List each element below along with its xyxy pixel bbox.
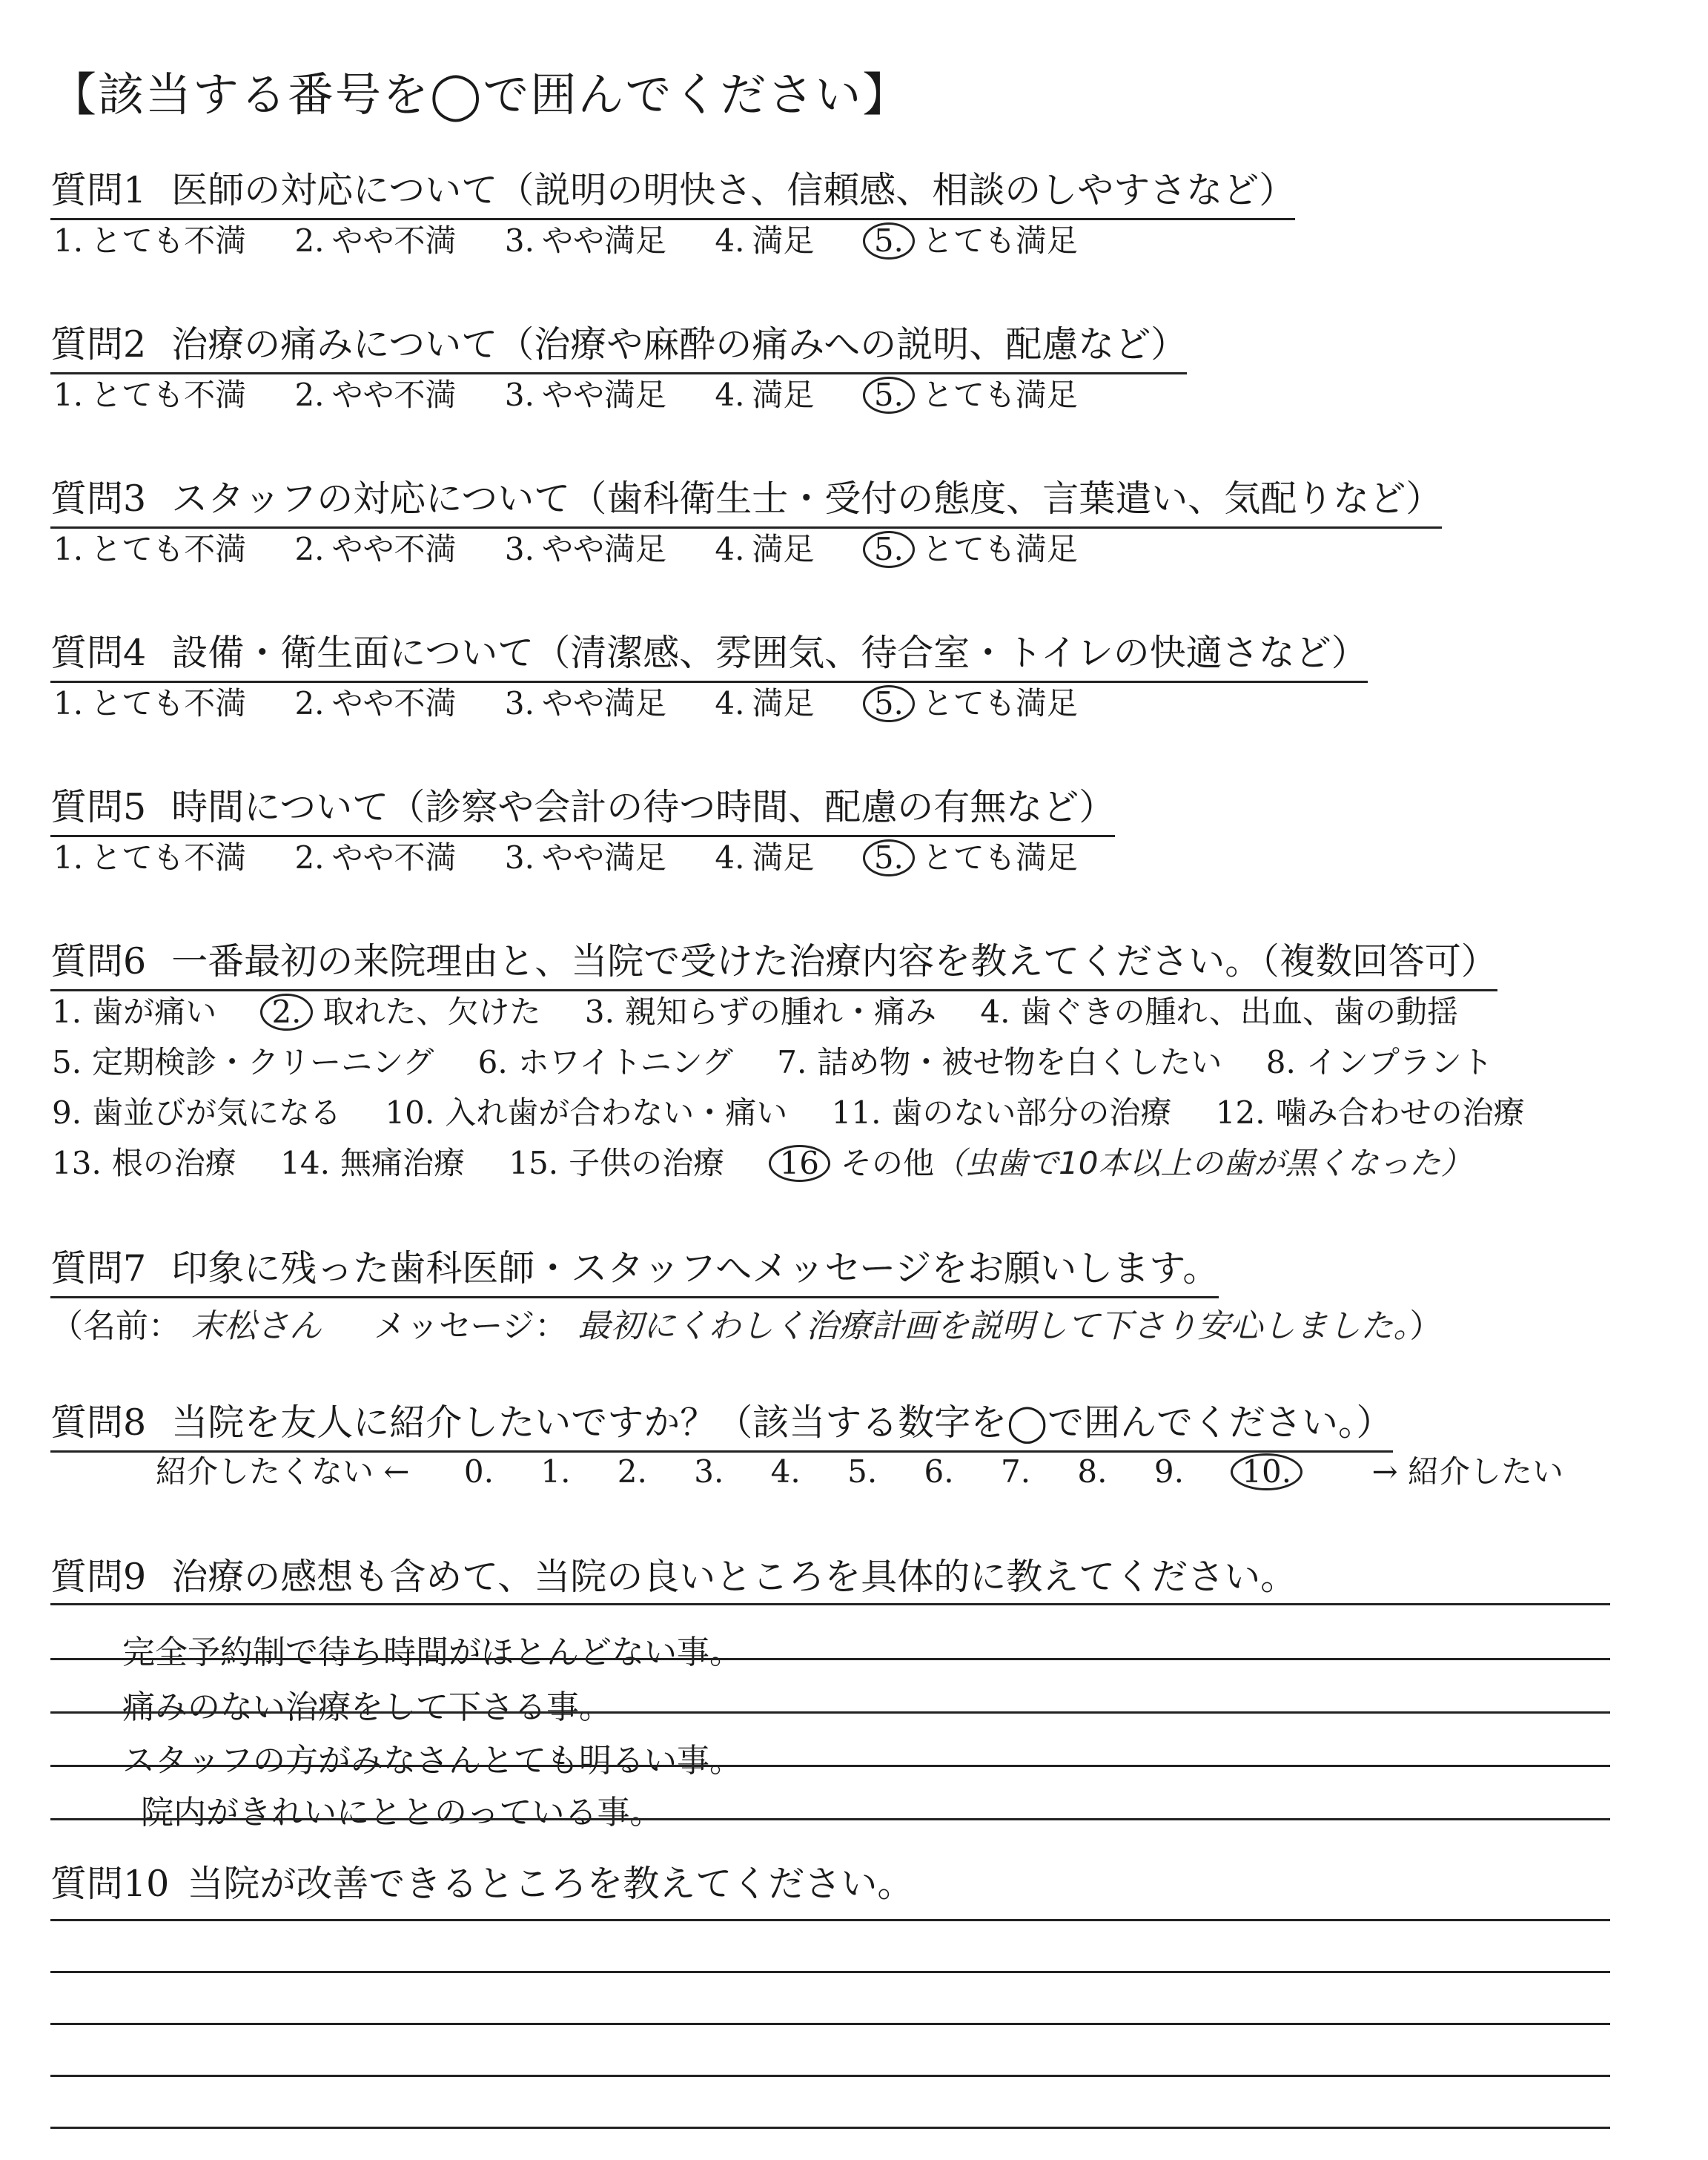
rating-option-2[interactable]: 2. やや不満 bbox=[294, 377, 457, 413]
answer-line[interactable] bbox=[50, 2075, 1610, 2077]
rating-option-1[interactable]: 1. とても不満 bbox=[53, 839, 247, 876]
rating-option-5-selected[interactable]: 5. とても満足 bbox=[863, 217, 1078, 261]
question-10-heading bbox=[50, 1855, 913, 1912]
scale-option[interactable]: 5. bbox=[847, 1453, 878, 1490]
page-title: 【該当する番号を◯で囲んでください】 bbox=[50, 67, 910, 122]
question-8-text: 当院を友人に紹介したいですか？（該当する数字を◯で囲んでください。） bbox=[171, 1401, 1393, 1444]
answer-line[interactable] bbox=[50, 1971, 1610, 1973]
question-6-row-2 bbox=[52, 1038, 1527, 1083]
answer-line[interactable] bbox=[50, 2127, 1610, 2129]
reason-option[interactable]: 5. 定期検診・クリーニング bbox=[52, 1044, 434, 1080]
good-point-answer-1[interactable]: 完全予約制で待ち時間がほとんどない事。 bbox=[122, 1634, 742, 1671]
scale-option[interactable]: 4. bbox=[770, 1453, 801, 1490]
rating-option-2[interactable]: 2. やや不満 bbox=[294, 222, 457, 259]
rating-option-5-selected[interactable]: 5. とても満足 bbox=[863, 371, 1078, 415]
message-label: メッセージ： bbox=[374, 1307, 568, 1345]
question-7-number: 質問7 bbox=[50, 1247, 147, 1289]
rating-option-4[interactable]: 4. 満足 bbox=[715, 222, 815, 259]
name-field[interactable]: 末松さん bbox=[191, 1307, 322, 1345]
reason-option[interactable]: 13. 根の治療 bbox=[52, 1145, 236, 1181]
question-7-heading bbox=[50, 1240, 1219, 1298]
scale-left-label: 紹介したくない ← bbox=[156, 1453, 410, 1490]
rating-option-1[interactable]: 1. とても不満 bbox=[53, 377, 247, 413]
question-6-row-3 bbox=[52, 1089, 1559, 1133]
question-8-number: 質問8 bbox=[50, 1401, 147, 1444]
rating-option-3[interactable]: 3. やや満足 bbox=[504, 377, 666, 413]
scale-option[interactable]: 8. bbox=[1077, 1453, 1108, 1490]
rating-option-3[interactable]: 3. やや満足 bbox=[504, 531, 666, 567]
message-field[interactable]: 最初にくわしく治療計画を説明して下さり安心しました。 bbox=[577, 1307, 1410, 1345]
selection-circle: 5. bbox=[863, 222, 915, 260]
scale-option-selected[interactable]: 10. bbox=[1231, 1453, 1302, 1490]
question-5-text: 時間について（診察や会計の待つ時間、配慮の有無など） bbox=[171, 786, 1116, 828]
selection-circle: 16 bbox=[769, 1145, 830, 1182]
question-6-number: 質問6 bbox=[50, 940, 147, 982]
selection-circle: 5. bbox=[863, 531, 915, 568]
scale-option[interactable]: 9. bbox=[1153, 1453, 1184, 1490]
rating-option-3[interactable]: 3. やや満足 bbox=[504, 685, 666, 721]
rating-option-4[interactable]: 4. 満足 bbox=[715, 685, 815, 721]
rating-option-2[interactable]: 2. やや不満 bbox=[294, 839, 457, 876]
good-point-answer-3[interactable]: スタッフの方がみなさんとても明るい事。 bbox=[122, 1742, 742, 1780]
reason-option-other-selected[interactable]: 16 その他（虫歯で10本以上の歯が黒くなった） bbox=[769, 1139, 1472, 1183]
rating-option-2[interactable]: 2. やや不満 bbox=[294, 531, 457, 567]
rating-option-5-selected[interactable]: 5. とても満足 bbox=[863, 679, 1078, 724]
question-6-text: 一番最初の来院理由と、当院で受けた治療内容を教えてください。（複数回答可） bbox=[171, 940, 1497, 982]
scale-option[interactable]: 7. bbox=[1000, 1453, 1031, 1490]
question-3-options bbox=[53, 525, 1116, 569]
rating-option-1[interactable]: 1. とても不満 bbox=[53, 685, 247, 721]
reason-option[interactable]: 10. 入れ歯が合わない・痛い bbox=[385, 1094, 788, 1131]
reason-option[interactable]: 15. 子供の治療 bbox=[509, 1145, 725, 1181]
rating-option-2[interactable]: 2. やや不満 bbox=[294, 685, 457, 721]
selection-circle: 5. bbox=[863, 839, 915, 876]
reason-option[interactable]: 9. 歯並びが気になる bbox=[52, 1094, 342, 1131]
scale-option[interactable]: 6. bbox=[924, 1453, 954, 1490]
answer-line bbox=[50, 1658, 1610, 1660]
answer-line[interactable] bbox=[50, 1919, 1610, 1921]
question-7-text: 印象に残った歯科医師・スタッフへメッセージをお願いします。 bbox=[171, 1247, 1219, 1289]
good-point-answer-4[interactable]: 院内がきれいにととのっている事。 bbox=[141, 1794, 663, 1832]
question-2-heading bbox=[50, 316, 1187, 374]
question-2-text: 治療の痛みについて（治療や麻酔の痛みへの説明、配慮など） bbox=[171, 323, 1188, 366]
reason-option-selected[interactable]: 2. 取れた、欠けた bbox=[260, 988, 540, 1032]
question-3-heading bbox=[50, 470, 1442, 529]
question-10-number: 質問10 bbox=[50, 1863, 170, 1905]
rating-option-4[interactable]: 4. 満足 bbox=[715, 531, 815, 567]
question-2-options bbox=[53, 371, 1116, 415]
reason-option[interactable]: 3. 親知らずの腫れ・痛み bbox=[584, 994, 936, 1030]
answer-line[interactable] bbox=[50, 2023, 1610, 2025]
question-5-heading bbox=[50, 779, 1115, 837]
question-6-heading bbox=[50, 933, 1497, 991]
question-4-heading bbox=[50, 624, 1368, 683]
reason-option[interactable]: 6. ホワイトニング bbox=[477, 1044, 733, 1080]
rating-option-3[interactable]: 3. やや満足 bbox=[504, 222, 666, 259]
other-reason-handwritten[interactable]: （虫歯で10本以上の歯が黒くなった） bbox=[933, 1145, 1472, 1181]
question-1-options bbox=[53, 217, 1116, 261]
question-4-number: 質問4 bbox=[50, 632, 147, 674]
question-1-number: 質問1 bbox=[50, 169, 147, 211]
selection-circle: 5. bbox=[863, 685, 915, 722]
question-2-number: 質問2 bbox=[50, 323, 147, 366]
scale-option[interactable]: 0. bbox=[463, 1453, 494, 1490]
selection-circle: 5. bbox=[863, 377, 915, 414]
question-5-number: 質問5 bbox=[50, 786, 147, 828]
question-6-row-1 bbox=[52, 988, 1492, 1032]
question-3-text: スタッフの対応について（歯科衛生士・受付の態度、言葉遣い、気配りなど） bbox=[171, 478, 1443, 520]
question-5-options bbox=[53, 833, 1116, 878]
rating-option-1[interactable]: 1. とても不満 bbox=[53, 531, 247, 567]
good-point-answer-2[interactable]: 痛みのない治療をして下さる事。 bbox=[122, 1688, 612, 1726]
reason-option[interactable]: 11. 歯のない部分の治療 bbox=[831, 1094, 1172, 1131]
reason-option[interactable]: 14. 無痛治療 bbox=[280, 1145, 465, 1181]
reason-option[interactable]: 12. 噛み合わせの治療 bbox=[1215, 1094, 1525, 1131]
scale-option[interactable]: 1. bbox=[540, 1453, 571, 1490]
scale-option[interactable]: 3. bbox=[694, 1453, 724, 1490]
reason-option[interactable]: 8. インプラント bbox=[1265, 1044, 1493, 1080]
question-9-heading bbox=[50, 1548, 1297, 1605]
name-label: （名前： bbox=[50, 1307, 181, 1345]
question-1-text: 医師の対応について（説明の明快さ、信頼感、相談のしやすさなど） bbox=[171, 169, 1296, 211]
scale-option[interactable]: 2. bbox=[617, 1453, 647, 1490]
rating-option-5-selected[interactable]: 5. とても満足 bbox=[863, 525, 1078, 569]
question-8-heading bbox=[50, 1394, 1393, 1453]
rating-option-4[interactable]: 4. 満足 bbox=[715, 377, 815, 413]
message-line bbox=[50, 1299, 1442, 1347]
rating-option-1[interactable]: 1. とても不満 bbox=[53, 222, 247, 259]
reason-option[interactable]: 4. 歯ぐきの腫れ、出血、歯の動揺 bbox=[980, 994, 1458, 1030]
answer-line bbox=[50, 1711, 1610, 1714]
recommend-scale bbox=[156, 1447, 1601, 1492]
question-9-number: 質問9 bbox=[50, 1556, 147, 1598]
rating-option-3[interactable]: 3. やや満足 bbox=[504, 839, 666, 876]
rating-option-5-selected[interactable]: 5. とても満足 bbox=[863, 833, 1078, 878]
question-9-text: 治療の感想も含めて、当院の良いところを具体的に教えてください。 bbox=[171, 1556, 1297, 1598]
question-1-heading bbox=[50, 162, 1295, 220]
reason-option[interactable]: 1. 歯が痛い bbox=[52, 994, 217, 1030]
answer-line bbox=[50, 1603, 1610, 1605]
answer-line bbox=[50, 1765, 1610, 1767]
question-4-options bbox=[53, 679, 1116, 724]
rating-option-4[interactable]: 4. 満足 bbox=[715, 839, 815, 876]
scale-right-label: → 紹介したい bbox=[1371, 1453, 1563, 1490]
message-close-paren: ） bbox=[1409, 1307, 1443, 1345]
reason-option[interactable]: 7. 詰め物・被せ物を白くしたい bbox=[777, 1044, 1222, 1080]
question-4-text: 設備・衛生面について（清潔感、雰囲気、待合室・トイレの快適さなど） bbox=[171, 632, 1368, 674]
question-10-text: 当院が改善できるところを教えてください。 bbox=[187, 1863, 914, 1905]
question-3-number: 質問3 bbox=[50, 478, 147, 520]
answer-line bbox=[50, 1818, 1610, 1820]
selection-circle: 2. bbox=[260, 994, 312, 1031]
question-6-row-4 bbox=[52, 1139, 1506, 1183]
